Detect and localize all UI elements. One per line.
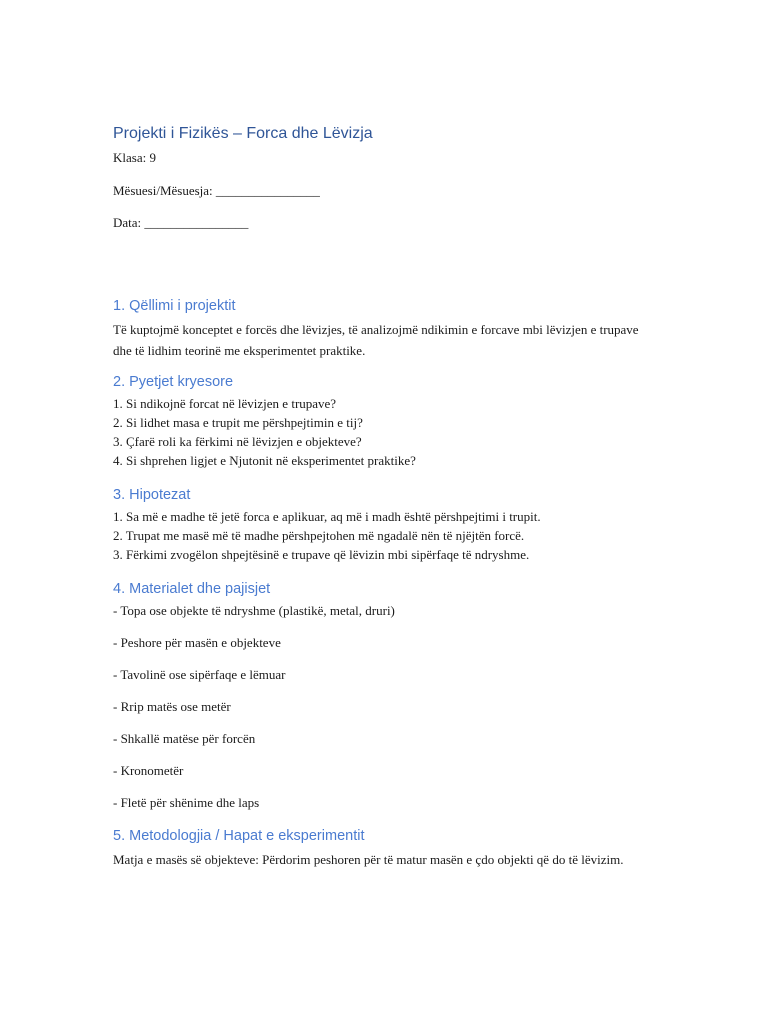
material-item: - Peshore për masën e objekteve (113, 635, 281, 650)
teacher-line: Mësuesi/Mësuesja: ________________ (113, 183, 320, 198)
date-line: Data: ________________ (113, 215, 249, 230)
material-item: - Topa ose objekte të ndryshme (plastikë, metal, druri) (113, 603, 395, 618)
section-text-goal: Të kuptojmë konceptet e forcës dhe lëvizjes, të analizojmë ndikimin e forcave mbi lëvizjen e trupave dhe të lidhim teorinë me eksperimentet praktike. (113, 322, 639, 358)
document-title: Projekti i Fizikës – Forca dhe Lëvizja (113, 125, 373, 142)
section-heading-questions: 2. Pyetjet kryesore (113, 374, 234, 390)
material-item: - Shkallë matëse për forcën (113, 731, 256, 746)
question-item: 4. Si shprehen ligjet e Njutonit në eksperimentet praktike? (113, 453, 416, 468)
hypothesis-item: 2. Trupat me masë më të madhe përshpejtohen më ngadalë nën të njëjtën forcë. (113, 528, 525, 543)
hypothesis-item: 1. Sa më e madhe të jetë forca e aplikuar, aq më i madh është përshpejtimi i trupit. (113, 509, 541, 524)
class-line: Klasa: 9 (113, 150, 156, 165)
material-item: - Fletë për shënime dhe laps (113, 795, 260, 810)
section-heading-goal: 1. Qëllimi i projektit (113, 298, 236, 314)
material-item: - Tavolinë ose sipërfaqe e lëmuar (113, 667, 286, 682)
hypothesis-item: 3. Fërkimi zvogëlon shpejtësinë e trupave që lëvizin mbi sipërfaqe të ndryshme. (113, 547, 530, 562)
question-item: 3. Çfarë roli ka fërkimi në lëvizjen e objekteve? (113, 434, 362, 449)
material-item: - Kronometër (113, 763, 184, 778)
question-item: 2. Si lidhet masa e trupit me përshpejtimin e tij? (113, 415, 363, 430)
section-heading-hypotheses: 3. Hipotezat (113, 487, 191, 503)
section-heading-materials: 4. Materialet dhe pajisjet (113, 581, 271, 597)
question-item: 1. Si ndikojnë forcat në lëvizjen e trupave? (113, 396, 337, 411)
material-item: - Rrip matës ose metër (113, 699, 231, 714)
section-text-methodology: Matja e masës së objekteve: Përdorim peshoren për të matur masën e çdo objekti që do të lëvizim. (113, 852, 624, 867)
section-heading-methodology: 5. Metodologjia / Hapat e eksperimentit (113, 828, 365, 844)
